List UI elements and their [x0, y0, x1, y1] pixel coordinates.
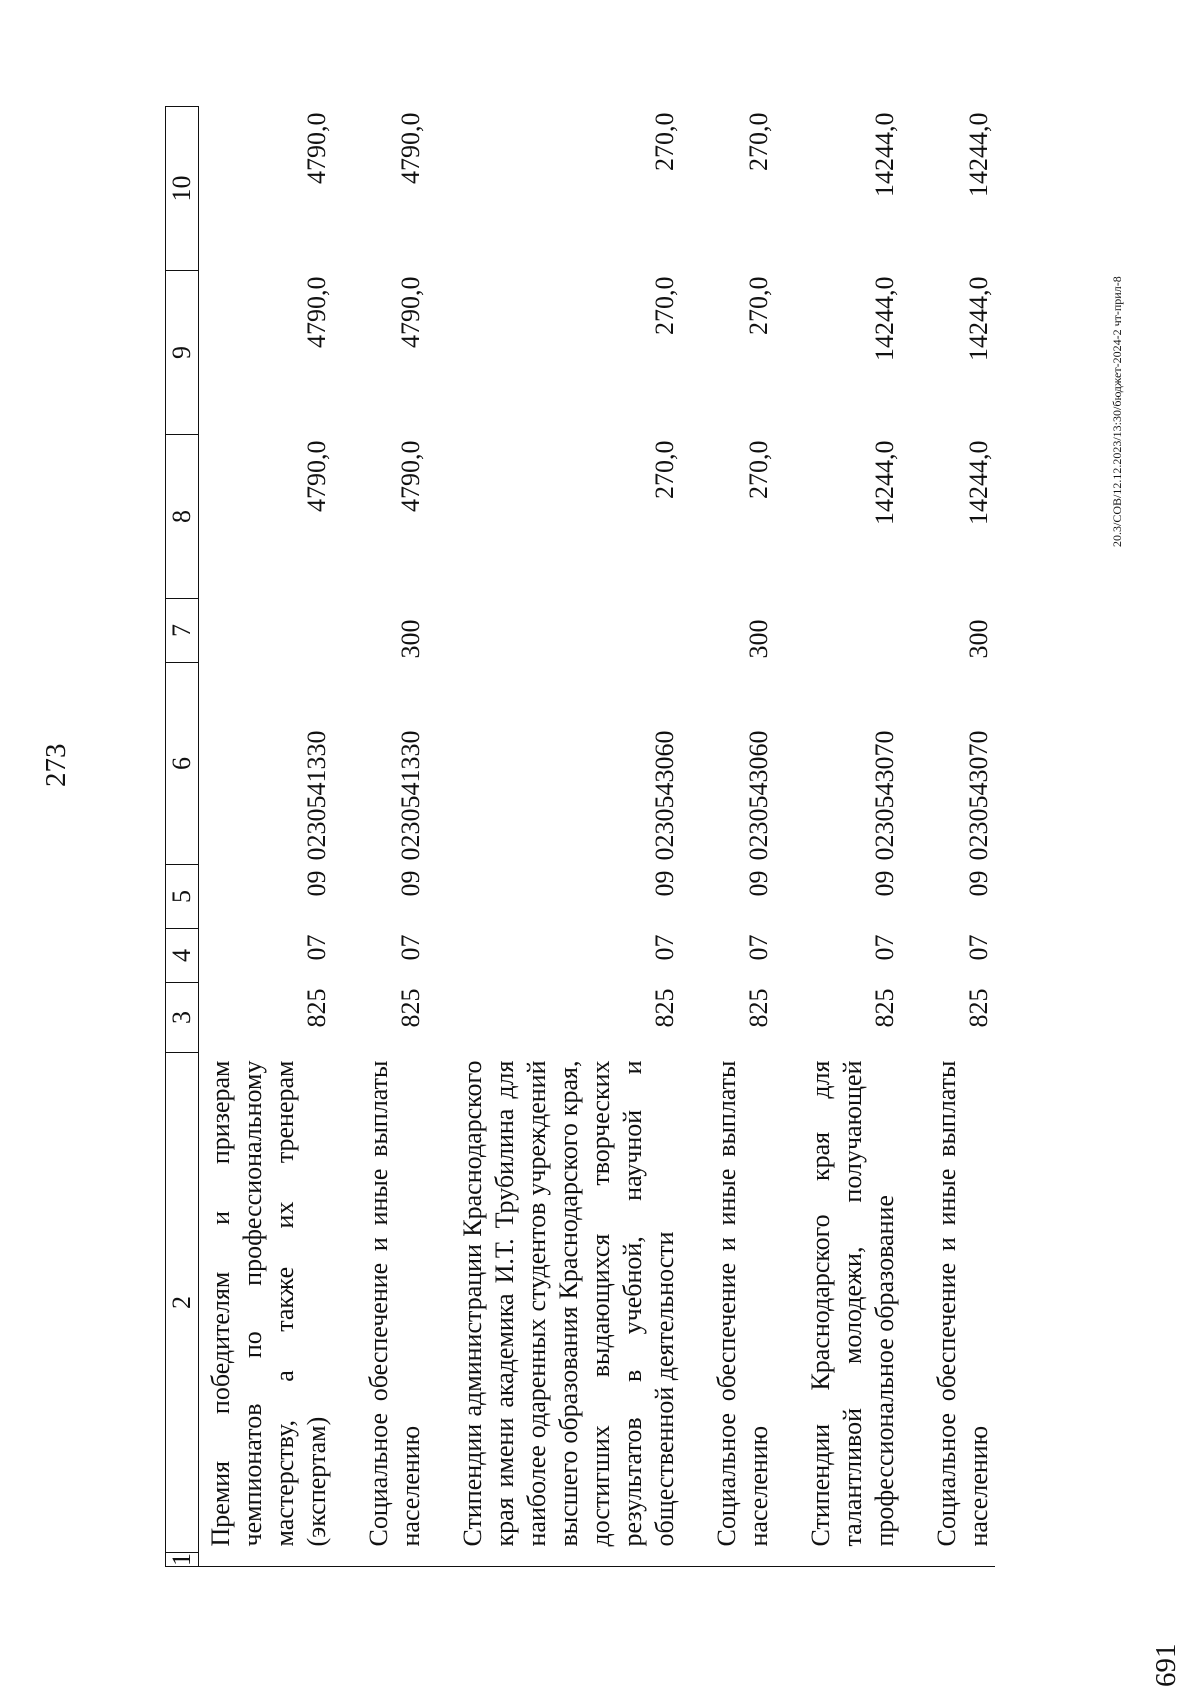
- cell-c4: 07: [964, 934, 993, 961]
- cell-c5: 09: [870, 870, 899, 897]
- cell-c5: 09: [964, 870, 993, 897]
- cell-c6: 0230543060: [650, 730, 679, 861]
- cell-c7: [775, 599, 901, 663]
- cell-c6: 0230543070: [870, 730, 899, 861]
- cell-c10: 4790,0: [396, 112, 425, 184]
- cell-c5: 09: [302, 870, 331, 897]
- cell-c8: 14244,0: [870, 440, 899, 525]
- document-stamp: 20.3/СОВ/12.12.2023/13:30/бюджет-2024-2 чт-прил-8: [1110, 276, 1124, 547]
- cell-c4: 07: [870, 934, 899, 961]
- table-row: [775, 107, 901, 1567]
- cell-c3: 825: [964, 988, 993, 1028]
- table-row: [199, 107, 334, 1567]
- cell-c8: 14244,0: [964, 440, 993, 525]
- cell-c10: 14244,0: [870, 112, 899, 197]
- header-cell: 1: [166, 1553, 199, 1567]
- header-cell: 7: [166, 599, 199, 663]
- table-row: [427, 107, 681, 1567]
- cell-c9: 4790,0: [302, 276, 331, 348]
- cell-c4: 07: [302, 934, 331, 961]
- cell-name: Премия победителям и призерам чемпионатов по профессиональному мастерству, а также их тренерам (экспертам): [206, 1060, 331, 1547]
- header-cell: 9: [166, 271, 199, 435]
- cell-name: Социальное обеспечение и иные выплаты населению: [364, 1060, 425, 1547]
- cell-c3: 825: [396, 988, 425, 1028]
- cell-c9: 14244,0: [870, 276, 899, 361]
- cell-c7: 300: [396, 619, 425, 659]
- cell-c10: 270,0: [650, 112, 679, 171]
- cell-c9: 270,0: [650, 276, 679, 335]
- cell-col1: [333, 1553, 427, 1567]
- header-cell: 5: [166, 865, 199, 929]
- cell-c8: 4790,0: [396, 440, 425, 512]
- cell-c9: 14244,0: [964, 276, 993, 361]
- cell-c7: [427, 599, 681, 663]
- header-cell: 2: [166, 1053, 199, 1553]
- header-cell: 3: [166, 983, 199, 1053]
- page-number: 273: [40, 743, 72, 787]
- cell-c6: 0230543060: [744, 730, 773, 861]
- cell-name: Социальное обеспечение и иные выплаты населению: [932, 1060, 993, 1547]
- table-row: [681, 107, 775, 1567]
- cell-c9: 4790,0: [396, 276, 425, 348]
- cell-c10: 270,0: [744, 112, 773, 171]
- cell-c10: 14244,0: [964, 112, 993, 197]
- cell-c3: 825: [870, 988, 899, 1028]
- cell-c4: 07: [396, 934, 425, 961]
- cell-c6: 0230541330: [302, 730, 331, 861]
- cell-name: Социальное обеспечение и иные выплаты населению: [712, 1060, 773, 1547]
- cell-c6: 0230541330: [396, 730, 425, 861]
- cell-c5: 09: [744, 870, 773, 897]
- cell-c10: 4790,0: [302, 112, 331, 184]
- budget-table: [165, 106, 995, 1567]
- sheet-number: 691: [1150, 1643, 1182, 1687]
- cell-c3: 825: [744, 988, 773, 1028]
- table-row: [333, 107, 427, 1567]
- table-header-row: [166, 107, 199, 1567]
- cell-c8: 270,0: [744, 440, 773, 499]
- header-cell: 6: [166, 663, 199, 865]
- cell-col1: [681, 1553, 775, 1567]
- cell-col1: [199, 1553, 334, 1567]
- cell-col1: [901, 1553, 995, 1567]
- cell-col1: [427, 1553, 681, 1567]
- cell-c8: 270,0: [650, 440, 679, 499]
- cell-c5: 09: [396, 870, 425, 897]
- cell-c7: 300: [744, 619, 773, 659]
- cell-c9: 270,0: [744, 276, 773, 335]
- cell-c7: 300: [964, 619, 993, 659]
- cell-c3: 825: [302, 988, 331, 1028]
- cell-c7: [199, 599, 334, 663]
- table-row: [901, 107, 995, 1567]
- cell-c5: 09: [650, 870, 679, 897]
- cell-c6: 0230543070: [964, 730, 993, 861]
- cell-name: Стипендии Краснодарского края для талантливой молодежи, получающей профессиональное образование: [806, 1060, 899, 1547]
- cell-c4: 07: [744, 934, 773, 961]
- header-cell: 4: [166, 929, 199, 983]
- cell-c3: 825: [650, 988, 679, 1028]
- cell-name: Стипендии администрации Краснодарского края имени академика И.Т. Трубилина для наиболее одаренных студентов учреждений высшего образования Краснодарского края, достигших выдающихся творческих результатов в учебной, научной и общественной деятельности: [458, 1060, 679, 1547]
- cell-col1: [775, 1553, 901, 1567]
- header-cell: 8: [166, 435, 199, 599]
- cell-c4: 07: [650, 934, 679, 961]
- cell-c8: 4790,0: [302, 440, 331, 512]
- header-cell: 10: [166, 107, 199, 271]
